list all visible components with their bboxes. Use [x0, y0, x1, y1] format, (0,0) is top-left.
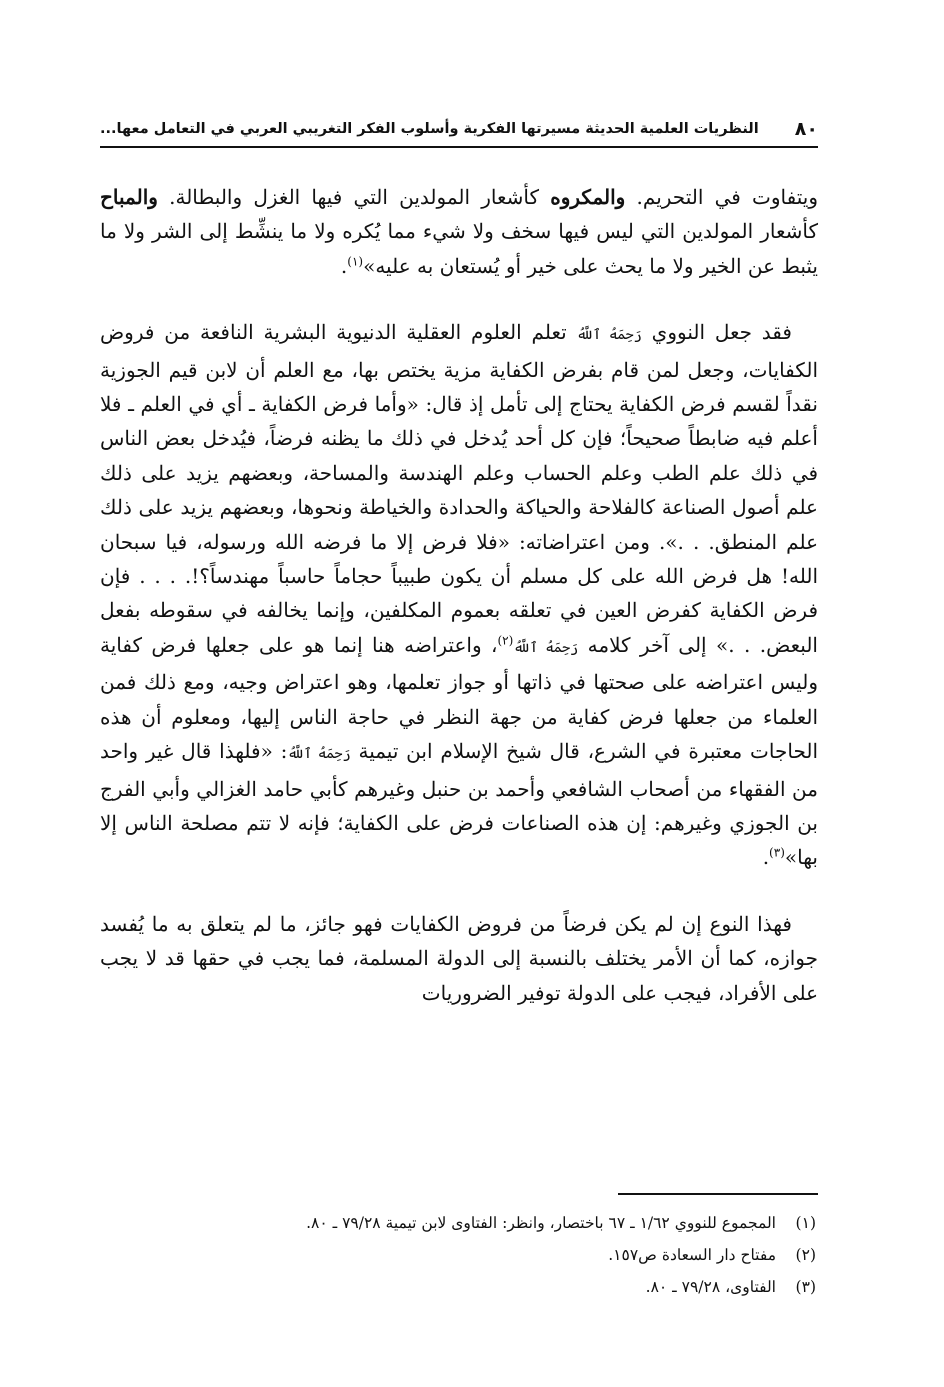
p1-bold-makruh: والمكروه [550, 185, 626, 209]
paragraph-gap [100, 875, 818, 907]
p2-text-d: : «فلهذا قال غير واحد من الفقهاء من أصحاب الشافعي وأحمد بن حنبل وغيرهم كأبي حامد الغزالي وأبي الفرج بن الجوزي وغيرهم: إن هذه الصناعات فرض على الكفاية؛ فإنه لا تتم مصلحة الناس إلا بها» [100, 739, 818, 870]
book-page [100, 0, 818, 1387]
p2-text-c: ، واعتراضه هنا إنما هو على جعلها فرض كفاية وليس اعتراضه على صحتها في ذاتها أو جواز تعلمها، وهو اعتراض وجيه، ومع ذلك فمن العلماء من جعلها فرض كفاية من جهة النظر في حاجة الناس إليها، ومعلوم أن هذه الحاجات معتبرة في الشرع، قال شيخ الإسلام ابن تيمية [100, 632, 818, 764]
paragraph-gap [100, 283, 818, 315]
footnote-item [100, 1239, 818, 1271]
p2-text-a: فقد جعل النووي [641, 320, 792, 345]
paragraph-2 [100, 315, 818, 875]
footnote-number: (٣) [795, 1278, 816, 1296]
p1-end: . [340, 253, 348, 278]
running-title: النظريات العلمية الحديثة مسيرتها الفكرية وأسلوب الفكر التغريبي العربي في التعامل معها... [100, 121, 759, 137]
running-header [100, 112, 818, 148]
footnote-text: الفتاوى، ٧٩/٢٨ ـ ٨٠. [645, 1278, 776, 1296]
page-number: ٨٠ [794, 118, 818, 140]
honorific-1: رَحِمَهُ ٱللَّهُ [576, 327, 642, 344]
footnote-text: مفتاح دار السعادة ص١٥٧. [608, 1246, 776, 1264]
honorific-2: رَحِمَهُ ٱللَّهُ [513, 639, 579, 656]
footnote-ref-1[interactable]: (١) [347, 254, 364, 269]
footnotes-list [100, 1207, 818, 1303]
p3-text: فهذا النوع إن لم يكن فرضاً من فروض الكفايات فهو جائز، ما لم يتعلق به ما يُفسد جوازه، كما أن الأمر يختلف بالنسبة إلى الدولة المسلمة، فما يجب في حقها قد لا يجب على الأفراد، فيجب على الدولة توفير الضروريات [100, 911, 818, 1005]
footnote-item [100, 1207, 818, 1239]
footnote-number: (٢) [795, 1246, 816, 1264]
body-text [100, 180, 818, 1010]
p2-text-b: تعلم العلوم العقلية الدنيوية البشرية النافعة من فروض الكفايات، وجعل لمن قام بفرض الكفاية مزية يختص بها، مع العلم أن لابن قيم الجوزية نقداً لقسم فرض الكفاية يحتاج إلى تأمل إذ قال: «وأما فرض الكفاية ـ أي في العلم ـ فلا أعلم فيه ضابطاً صحيحاً؛ فإن كل أحد يُدخل في ذلك ما يظنه فرضاً، فيُدخل بعض الناس في ذلك علم الطب وعلم الحساب وعلم الهندسة والمساحة، وبعضهم يزيد على ذلك علم أصول الصناعة كالفلاحة والحياكة والحدادة والخياطة ونحوها، وبعضهم يزيد على ذلك علم المنطق. . .». ومن اعتراضاته: «فلا فرض إلا ما فرضه الله ورسوله، فيا سبحان الله! هل فرض الله على كل مسلم أن يكون طبيباً حجاماً حاسباً مهندساً؟!. . . . فإن فرض الكفاية كفرض العين في تعلقه بعموم المكلفين، وإنما يخالفه في سقوطه بفعل البعض. . .» إلى آخر كلامه [100, 320, 818, 657]
footnote-divider [618, 1193, 818, 1195]
p1-bold-mubah: والمباح [100, 185, 158, 209]
footnote-number: (١) [795, 1214, 816, 1232]
footnote-text: المجموع للنووي ١/٦٢ ـ ٦٧ باختصار، وانظر: الفتاوى لابن تيمية ٧٩/٢٨ ـ ٨٠. [306, 1214, 776, 1232]
honorific-3: رَحِمَهُ ٱللَّهُ [287, 746, 351, 763]
p1-text-c: كأشعار المولدين التي ليس فيها سخف ولا شيء مما يُكره ولا ما ينشِّط إلى الشر ولا ما يثبط عن الخير ولا ما يحث على خير أو يُستعان به عليه» [100, 219, 818, 278]
footnote-item [100, 1271, 818, 1303]
paragraph-1 [100, 180, 818, 283]
p1-text-a: ويتفاوت في التحريم. [625, 185, 819, 209]
footnote-ref-3[interactable]: (٣) [769, 845, 785, 860]
p2-end: . [762, 845, 770, 870]
paragraph-3 [100, 907, 818, 1010]
p1-text-b: كأشعار المولدين التي فيها الغزل والبطالة. [157, 185, 551, 209]
footnote-ref-2[interactable]: (٢) [497, 633, 514, 648]
